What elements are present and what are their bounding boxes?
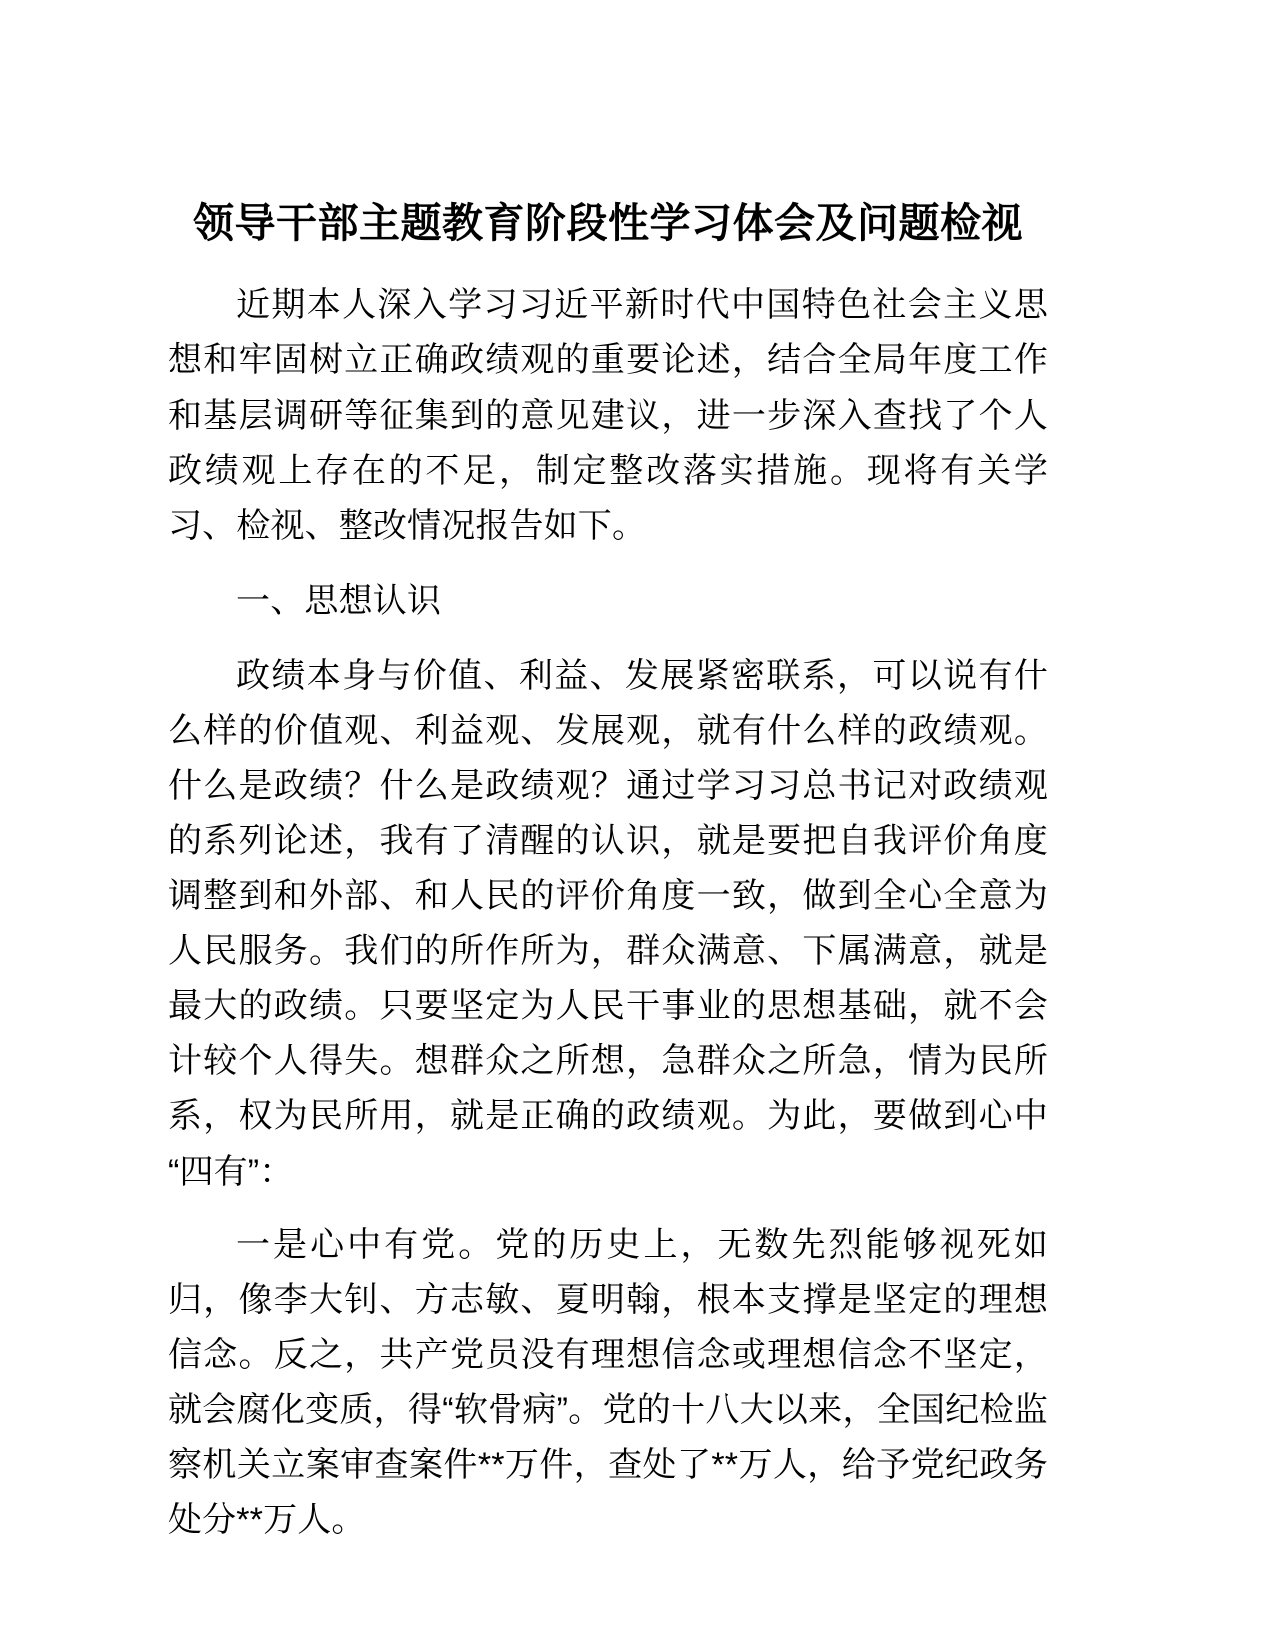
section-heading-1: 一、思想认识 xyxy=(236,581,442,620)
paragraph-thought-understanding: 政绩本身与价值、利益、发展紧密联系，可以说有什么样的价值观、利益观、发展观，就有什么样的政绩观。什么是政绩？什么是政绩观？通过学习习总书记对政绩观的系列论述，我有了清醒的认识，就是要把自我评价角度调整到和外部、和人民的评价角度一致，做到全心全意为人民服务。我们的所作所为，群众满意、下属满意，就是最大的政绩。只要坚定为人民干事业的思想基础，就不会计较个人得失。想群众之所想，急群众之所急，情为民所系，权为民所用，就是正确的政绩观。为此，要做到心中“四有”： xyxy=(168,656,1048,1191)
paragraph-intro: 近期本人深入学习习近平新时代中国特色社会主义思想和牢固树立正确政绩观的重要论述，结合全局年度工作和基层调研等征集到的意见建议，进一步深入查找了个人政绩观上存在的不足，制定整改落实措施。现将有关学习、检视、整改情况报告如下。 xyxy=(168,286,1048,545)
page-content-area xyxy=(168,196,1048,1548)
page-title: 领导干部主题教育阶段性学习体会及问题检视 xyxy=(193,200,1023,246)
paragraph-party-in-heart: 一是心中有党。党的历史上，无数先烈能够视死如归，像李大钊、方志敏、夏明翰，根本支撑是坚定的理想信念。反之，共产党员没有理想信念或理想信念不坚定，就会腐化变质，得“软骨病”。党的十八大以来，全国纪检监察机关立案审查案件**万件，查处了**万人，给予党纪政务处分**万人。 xyxy=(168,1225,1048,1539)
